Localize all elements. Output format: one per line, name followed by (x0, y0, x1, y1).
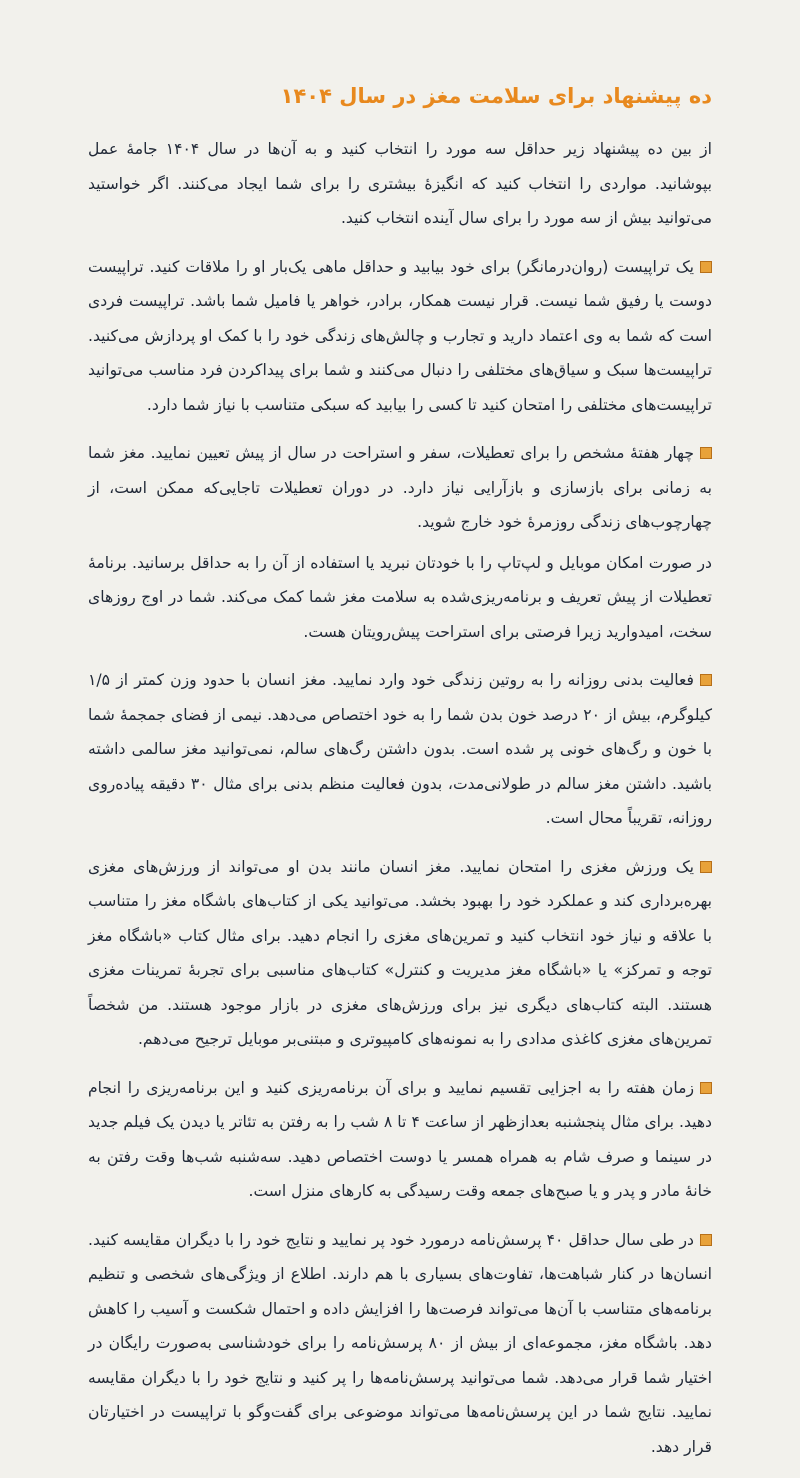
suggestion-text: یک تراپیست (روان‌درمانگر) برای خود بیابید و حداقل ماهی یک‌بار او را ملاقات کنید. تراپیست دوست یا رفیق شما نیست. قرار نیست همکار، برادر، خواهر یا فامیل شما باشد. تراپیست فردی است که شما به وی اعتماد دارید و تجارب و چالش‌های زندگی خود را با کمک او پردازش می‌کنید. تراپیست‌ها سبک و سیاق‌های مختلفی را دنبال می‌کنند و شما برای پیداکردن فرد مناسب می‌توانید تراپیست‌های مختلفی را امتحان کنید تا کسی را بیابید که سبکی متناسب با نیاز شما دارد. (88, 257, 712, 414)
suggestion-item (88, 663, 712, 836)
suggestion-item (88, 250, 712, 423)
suggestion-text: در طی سال حداقل ۴۰ پرسش‌نامه درمورد خود پر نمایید و نتایج خود را با دیگران مقایسه کنید. انسان‌ها در کنار شباهت‌ها، تفاوت‌های بسیاری با هم دارند. اطلاع از ویژگی‌های شخصی و تنظیم برنامه‌های متناسب با آن‌ها می‌تواند فرصت‌ها را افزایش داده و احتمال شکست و آسیب را کاهش دهد. باشگاه مغز، مجموعه‌ای از بیش از ۸۰ پرسش‌نامه را برای خودشناسی به‌صورت رایگان در اختیار شما قرار می‌دهد. شما می‌توانید پرسش‌نامه‌ها را پر کنید و نتایج خود را با دیگران مقایسه نمایید. نتایج شما در این پرسش‌نامه‌ها می‌تواند موضوعی برای گفت‌وگو با تراپیست در اختیارتان قرار دهد. (88, 1230, 712, 1456)
intro-paragraph: از بین ده پیشنهاد زیر حداقل سه مورد را انتخاب کنید و به آن‌ها در سال ۱۴۰۴ جامهٔ عمل بپوشانید. مواردی را انتخاب کنید که انگیزهٔ بیشتری را برای شما ایجاد می‌کنند. اگر خواستید می‌توانید بیش از سه مورد را برای سال آینده انتخاب کنید. (88, 140, 712, 227)
orange-square-bullet-icon (700, 861, 712, 873)
suggestion-text: یک ورزش مغزی را امتحان نمایید. مغز انسان مانند بدن او می‌تواند از ورزش‌های مغزی بهره‌برداری کند و عملکرد خود را بهبود بخشد. می‌توانید یکی از کتاب‌های باشگاه مغز را متناسب با علاقه و نیاز خود انتخاب کنید و تمرین‌های مغزی را انجام دهید. برای مثال کتاب «باشگاه مغز توجه و تمرکز» یا «باشگاه مغز مدیریت و کنترل» کتاب‌های مناسبی برای تجربهٔ تمرینات مغزی هستند. البته کتاب‌های دیگری نیز برای ورزش‌های مغزی در بازار موجود هستند. من شخصاً تمرین‌های مغزی کاغذی مدادی را به نمونه‌های کامپیوتری و مبتنی‌بر موبایل ترجیح می‌دهم. (88, 857, 712, 1048)
article-body (88, 132, 712, 1478)
page-title: ده پیشنهاد برای سلامت مغز در سال ۱۴۰۴ (280, 84, 712, 108)
suggestion-text: فعالیت بدنی روزانه را به روتین زندگی خود وارد نمایید. مغز انسان با حدود وزن کمتر از ۱/۵ کیلوگرم، بیش از ۲۰ درصد خون بدن شما را به خود اختصاص می‌دهد. نیمی از فضای جمجمهٔ شما با خون و رگ‌های خونی پر شده است. بدون داشتن رگ‌های سالم، نمی‌توانید مغز سالمی داشته باشید. داشتن مغز سالم در طولانی‌مدت، بدون فعالیت منظم بدنی برای مثال ۳۰ دقیقه پیاده‌روی روزانه، تقریباً محال است. (88, 671, 712, 827)
orange-square-bullet-icon (700, 674, 712, 686)
orange-square-bullet-icon (700, 261, 712, 273)
orange-square-bullet-icon (700, 447, 712, 459)
continuation-paragraph: در صورت امکان موبایل و لپ‌تاپ را با خودتان نبرید یا استفاده از آن را به حداقل برسانید. برنامهٔ تعطیلات از پیش تعریف و برنامه‌ریزی‌شده به سلامت مغز شما کمک می‌کند. شما در اوج روزهای سخت، امیدوارید زیرا فرصتی برای استراحت پیش‌رویتان هست. (88, 553, 712, 641)
suggestion-item (88, 1223, 712, 1465)
suggestion-text: زمان هفته را به اجزایی تقسیم نمایید و برای آن برنامه‌ریزی کنید و این برنامه‌ریزی را انجام دهید. برای مثال پنجشنبه بعدازظهر از ساعت ۴ تا ۸ شب را به رفتن به تئاتر یا دیدن یک فیلم جدید در سینما و صرف شام به همراه همسر یا دوست اختصاص دهید. سه‌شنبه شب‌ها وقت رفتن به خانهٔ مادر و پدر و یا صبح‌های جمعه وقت رسیدگی به کارهای منزل است. (88, 1078, 713, 1200)
orange-square-bullet-icon (700, 1082, 712, 1094)
suggestion-item (88, 436, 712, 540)
suggestion-item (88, 1071, 712, 1209)
suggestion-item (88, 850, 712, 1057)
orange-square-bullet-icon (700, 1234, 712, 1246)
suggestion-text: چهار هفتهٔ مشخص را برای تعطیلات، سفر و استراحت در سال از پیش تعیین نمایید. مغز شما به زمانی برای بازسازی و بازآرایی نیاز دارد. در دوران تعطیلات تاجایی‌که ممکن است، از چهارچوب‌های زندگی روزمرهٔ خود خارج شوید. (88, 444, 712, 531)
